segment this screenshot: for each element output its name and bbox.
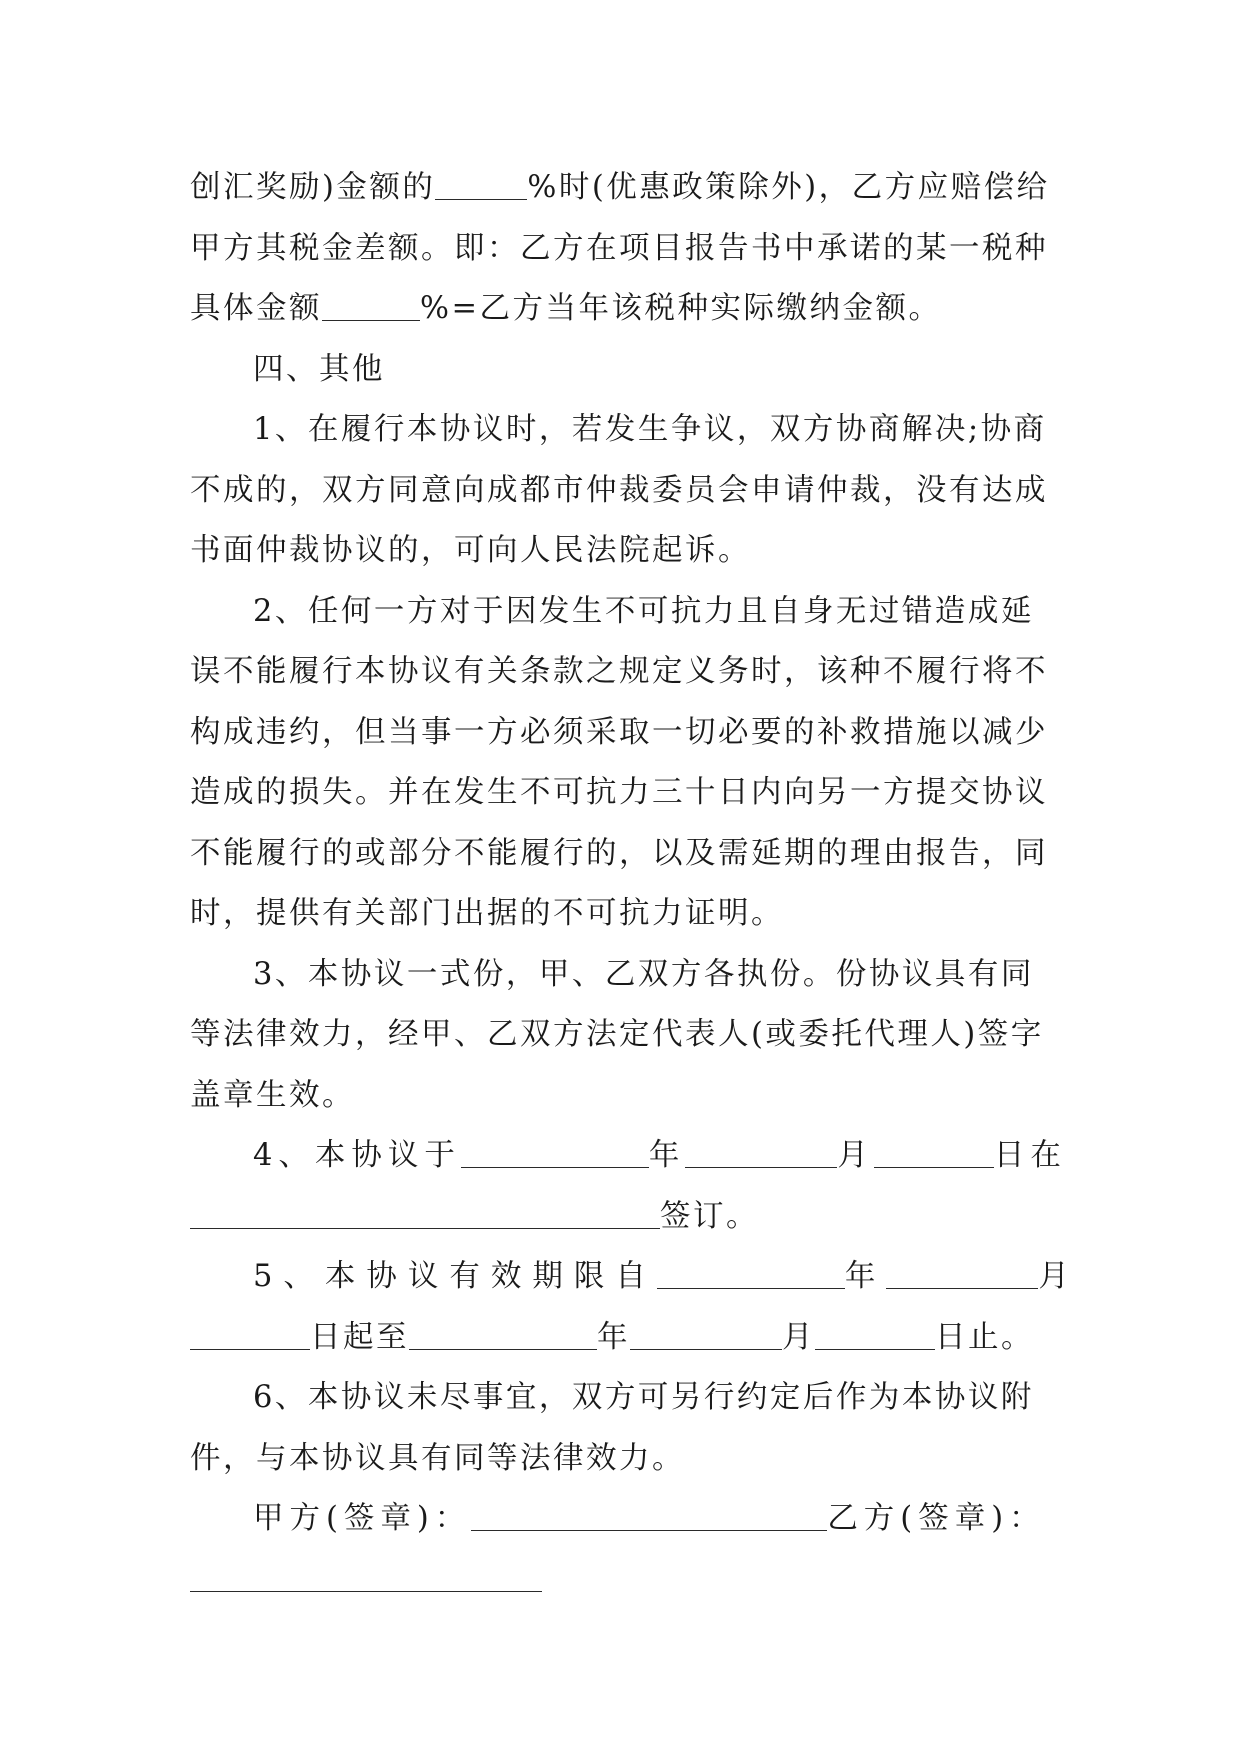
text-fragment: 日止。	[935, 1319, 1034, 1355]
paragraph-line: 2、任何一方对于因发生不可抗力且自身无过错造成延	[253, 593, 1034, 629]
fill-in-blank	[435, 169, 527, 201]
paragraph-line: 3、本协议一式份，甲、乙双方各执份。份协议具有同	[253, 956, 1034, 992]
paragraph-line: 误不能履行本协议有关条款之规定义务时，该种不履行将不	[190, 654, 1048, 689]
text-fragment: 创汇奖励)金额的	[190, 170, 436, 205]
signature-blank	[190, 1560, 542, 1592]
text-fragment: 月	[1038, 1259, 1080, 1294]
paragraph-line	[190, 1308, 1050, 1369]
text-fragment: 月	[837, 1138, 874, 1173]
paragraph-line: 造成的损失。并在发生不可抗力三十日内向另一方提交协议	[190, 775, 1048, 810]
day-blank	[874, 1137, 994, 1169]
paragraph-line	[190, 1247, 1080, 1308]
paragraph-line: 盖章生效。	[190, 1077, 355, 1113]
text-line	[190, 279, 1050, 340]
text-fragment: 5、本协议有效期限自	[253, 1259, 657, 1294]
paragraph-line: 书面仲裁协议的，可向人民法院起诉。	[190, 533, 751, 568]
text-fragment: 4、本协议于	[253, 1138, 461, 1173]
text-fragment: 日在	[993, 1138, 1067, 1173]
year-blank	[657, 1258, 845, 1290]
signature-blank	[471, 1500, 827, 1532]
paragraph-line	[190, 1187, 1050, 1248]
paragraph-line: 件，与本协议具有同等法律效力。	[190, 1440, 685, 1476]
year-blank	[409, 1318, 597, 1350]
text-fragment: 签订。	[660, 1198, 759, 1234]
text-fragment: 年	[648, 1138, 686, 1173]
signature-line	[190, 1489, 1050, 1550]
day-blank	[815, 1318, 935, 1350]
place-blank	[190, 1197, 660, 1229]
text-fragment: 具体金额	[190, 291, 322, 326]
paragraph-line: 时，提供有关部门出据的不可抗力证明。	[190, 896, 784, 931]
text-fragment: 月	[782, 1319, 815, 1355]
month-blank	[630, 1318, 782, 1350]
party-b-signature-label: 乙方(签章)：	[827, 1501, 1046, 1536]
paragraph-line: 6、本协议未尽事宜，双方可另行约定后作为本协议附	[253, 1380, 1034, 1415]
signature-line	[190, 1550, 1050, 1611]
paragraph-line: 1、在履行本协议时，若发生争议，双方协商解决;协商	[253, 412, 1047, 447]
month-blank	[685, 1137, 837, 1169]
text-fragment: 年	[597, 1319, 630, 1355]
text-fragment: 日起至	[310, 1319, 409, 1355]
text-fragment: %=乙方当年该税种实际缴纳金额。	[420, 291, 942, 326]
section-heading: 四、其他	[253, 351, 385, 387]
paragraph-line: 不成的，双方同意向成都市仲裁委员会申请仲裁，没有达成	[190, 472, 1048, 508]
paragraph-line	[190, 1126, 1067, 1187]
paragraph-line: 构成违约，但当事一方必须采取一切必要的补救措施以减少	[190, 714, 1048, 750]
text-fragment: %时(优惠政策除外)，乙方应赔偿给	[527, 170, 1050, 205]
fill-in-blank	[322, 290, 420, 322]
text-line	[190, 158, 1050, 219]
paragraph-line: 不能履行的或部分不能履行的，以及需延期的理由报告，同	[190, 835, 1048, 871]
document-body	[190, 158, 1080, 1610]
party-a-signature-label: 甲方(签章)：	[253, 1501, 472, 1536]
paragraph-line: 等法律效力，经甲、乙双方法定代表人(或委托代理人)签字	[190, 1017, 1044, 1052]
text-fragment: 年	[844, 1259, 887, 1294]
year-blank	[461, 1137, 649, 1169]
month-blank	[886, 1258, 1038, 1290]
day-blank	[190, 1318, 310, 1350]
text-line: 甲方其税金差额。即：乙方在项目报告书中承诺的某一税种	[190, 230, 1048, 266]
